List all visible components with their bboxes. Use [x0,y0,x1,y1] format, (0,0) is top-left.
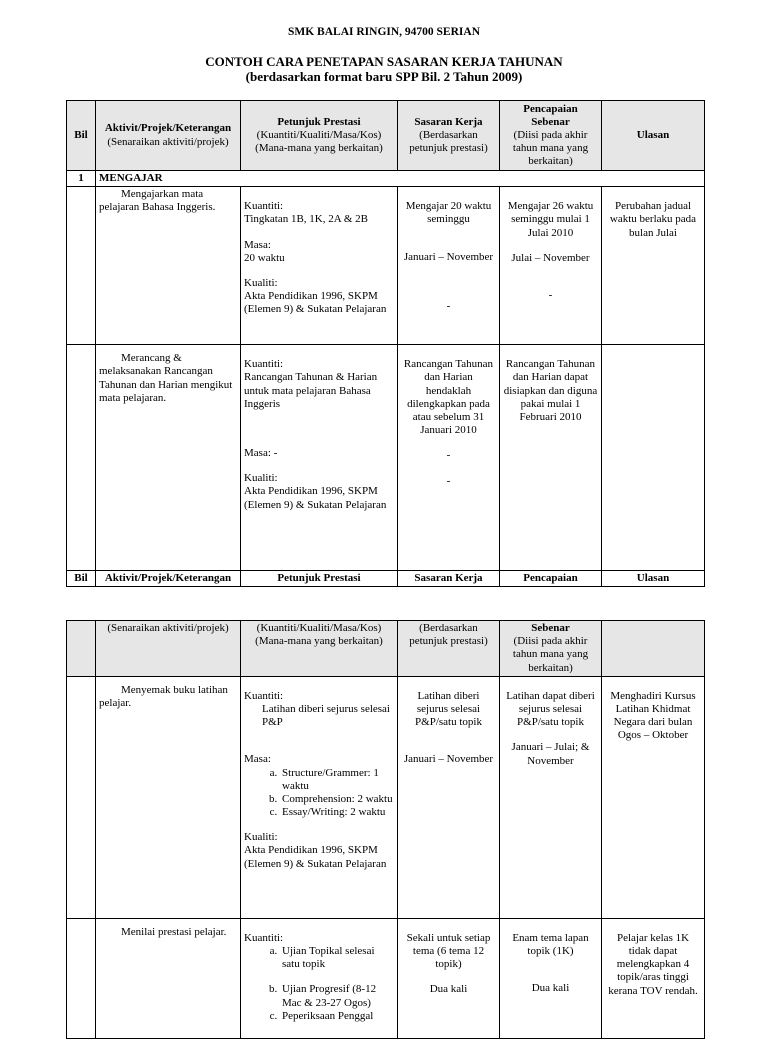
list-item: a. Ujian Topikal selesai satu topik [280,945,394,971]
header-petunjuk: (Kuantiti/Kualiti/Masa/Kos) (Mana-mana yang berkaitan) [241,621,398,677]
section-label: MENGAJAR [96,171,705,187]
school-name: SMK BALAI RINGIN, 94700 SERIAN [287,26,480,38]
pencapaian-cell: Enam tema lapan topik (1K) Dua kali [500,918,602,1038]
repeat-header-row: Bil Aktivit/Projek/Keterangan Petunjuk Prestasi Sasaran Kerja Pencapaian Ulasan [67,571,705,587]
skt-table-page2 [66,620,705,1039]
header-aktiviti: (Senaraikan aktiviti/projek) [96,621,241,677]
ulasan-cell: Menghadiri Kursus Latihan Khidmat Negara dari bulan Ogos – Oktober [602,676,705,918]
section-number: 1 [67,171,96,187]
list-item: b. Comprehension: 2 waktu [280,793,394,806]
table-row [67,676,705,918]
sasaran-cell: Mengajar 20 waktu seminggu Januari – November - [398,187,500,345]
aktiviti-cell: Mengajarkan mata pelajaran Bahasa Inggeris. [96,187,241,345]
pencapaian-cell: Mengajar 26 waktu seminggu mulai 1 Julai 2010 Julai – November - [500,187,602,345]
list-item: a. Structure/Grammer: 1 waktu [280,767,394,793]
list-item: c. Essay/Writing: 2 waktu [280,806,394,819]
table-row [67,918,705,1038]
header-sasaran: (Berdasarkan petunjuk prestasi) [398,621,500,677]
document-title: CONTOH CARA PENETAPAN SASARAN KERJA TAHUNAN [205,54,563,69]
table-header-row [67,621,705,677]
header-bil: Bil [67,101,96,171]
kuantiti-list [244,945,394,1023]
document-subtitle: (berdasarkan format baru SPP Bil. 2 Tahun 2009) [245,69,523,84]
aktiviti-cell: Menilai prestasi pelajar. [96,918,241,1038]
ulasan-cell: Perubahan jadual waktu berlaku pada bulan Julai [602,187,705,345]
petunjuk-cell: Kuantiti: Latihan diberi sejurus selesai P&P Masa: a. Structure/Grammer: 1 waktu b. Comprehension: 2 waktu c. Essay/Writing: 2 waktu Kualiti: Akta Pendidikan 1996, SKPM (Elemen 9) & Sukatan Pelajaran [241,676,398,918]
pencapaian-cell: Latihan dapat diberi sejurus selesai P&P/satu topik Januari – Julai; & November [500,676,602,918]
header-pencapaian: Pencapaian Sebenar (Diisi pada akhir tahun mana yang berkaitan) [500,101,602,171]
ulasan-cell: Pelajar kelas 1K tidak dapat melengkapkan 4 topik/aras tinggi kerana TOV rendah. [602,918,705,1038]
header-sasaran: Sasaran Kerja (Berdasarkan petunjuk prestasi) [398,101,500,171]
section-row [67,171,705,187]
sasaran-cell: Rancangan Tahunan dan Harian hendaklah dilengkapkan pada atau sebelum 31 Januari 2010 - - [398,345,500,571]
header-aktiviti: Aktivit/Projek/Keterangan (Senaraikan aktiviti/projek) [96,101,241,171]
header-ulasan: Ulasan [602,101,705,171]
table-header-row [67,101,705,171]
header-pencapaian: Sebenar (Diisi pada akhir tahun mana yang berkaitan) [500,621,602,677]
header-petunjuk: Petunjuk Prestasi (Kuantiti/Kualiti/Masa/Kos) (Mana-mana yang berkaitan) [241,101,398,171]
pencapaian-cell: Rancangan Tahunan dan Harian dapat disiapkan dan diguna pakai mulai 1 Februari 2010 [500,345,602,571]
aktiviti-cell: Menyemak buku latihan pelajar. [96,676,241,918]
sasaran-cell: Sekali untuk setiap tema (6 tema 12 topik) Dua kali [398,918,500,1038]
list-item: b. Ujian Progresif (8-12 Mac & 23-27 Ogos) [280,983,394,1009]
table-row [67,187,705,345]
list-item: c. Peperiksaan Penggal [280,1010,394,1023]
petunjuk-cell: Kuantiti: Tingkatan 1B, 1K, 2A & 2B Masa: 20 waktu Kualiti: Akta Pendidikan 1996, SKPM (Elemen 9) & Sukatan Pelajaran [241,187,398,345]
ulasan-cell [602,345,705,571]
sasaran-cell: Latihan diberi sejurus selesai P&P/satu topik Januari – November [398,676,500,918]
aktiviti-cell: Merancang & melaksanakan Rancangan Tahunan dan Harian mengikut mata pelajaran. [96,345,241,571]
table-row [67,345,705,571]
petunjuk-cell: Kuantiti: Rancangan Tahunan & Harian untuk mata pelajaran Bahasa Inggeris Masa: - Kualiti: Akta Pendidikan 1996, SKPM (Elemen 9) & Sukatan Pelajaran [241,345,398,571]
petunjuk-cell: Kuantiti: a. Ujian Topikal selesai satu topik b. Ujian Progresif (8-12 Mac & 23-27 Ogos) c. Peperiksaan Penggal [241,918,398,1038]
skt-table-page1 [66,100,705,587]
masa-list [244,767,394,820]
